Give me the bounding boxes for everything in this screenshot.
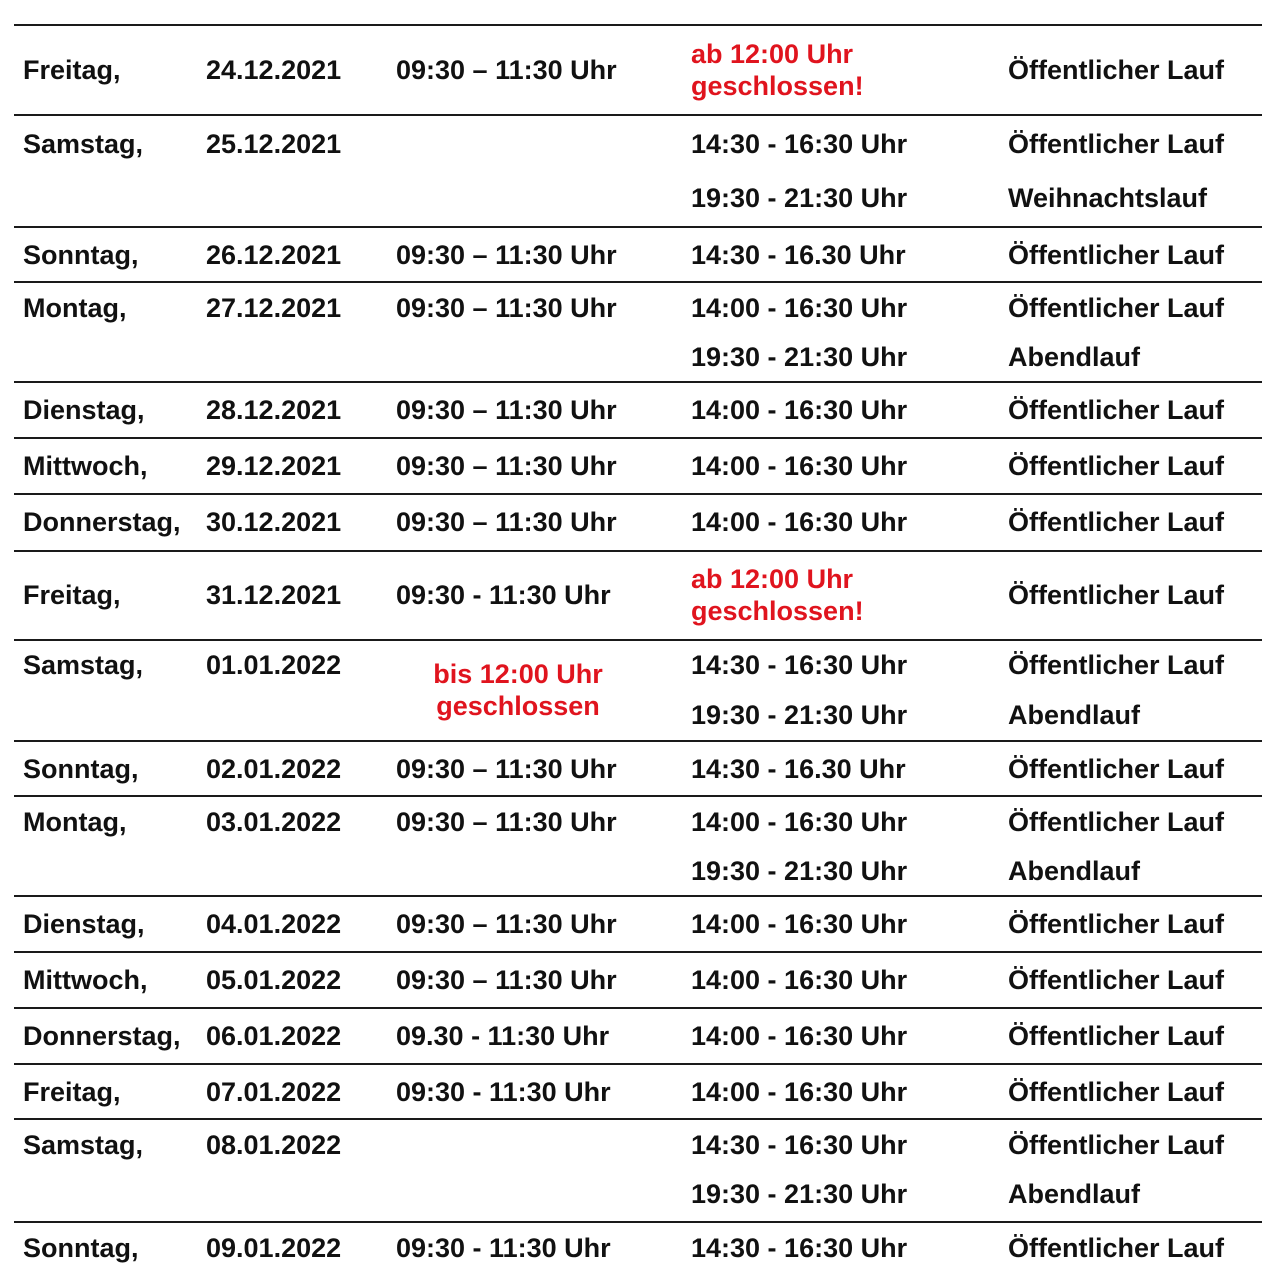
date-cell: 24.12.2021 (206, 55, 342, 85)
morning-time-cell: 09:30 - 11:30 Uhr (396, 580, 611, 610)
day-cell: Sonntag, (23, 240, 139, 270)
morning-time-cell: 09:30 – 11:30 Uhr (396, 451, 617, 481)
table-row (14, 381, 1262, 437)
day-cell: Dienstag, (23, 909, 145, 939)
evening-time-cell: 19:30 - 21:30 Uhr (691, 183, 908, 213)
morning-time-cell: 09:30 – 11:30 Uhr (396, 240, 617, 270)
day-cell: Samstag, (23, 129, 144, 159)
session-type-cell: Öffentlicher Lauf (1008, 507, 1225, 537)
afternoon-time-cell: 14:00 - 16:30 Uhr (691, 807, 908, 837)
afternoon-time-cell: 14:30 - 16:30 Uhr (691, 1130, 908, 1160)
day-cell: Freitag, (23, 580, 121, 610)
day-cell: Donnerstag, (23, 507, 181, 537)
date-cell: 28.12.2021 (206, 395, 342, 425)
table-row (14, 493, 1262, 550)
afternoon-time-cell: 14:00 - 16:30 Uhr (691, 293, 908, 323)
evening-time-cell: 19:30 - 21:30 Uhr (691, 1179, 908, 1209)
date-cell: 30.12.2021 (206, 507, 342, 537)
date-cell: 03.01.2022 (206, 807, 342, 837)
date-cell: 31.12.2021 (206, 580, 342, 610)
date-cell: 08.01.2022 (206, 1130, 342, 1160)
session-type-cell: Öffentlicher Lauf (1008, 293, 1225, 323)
closed-note-line-2: geschlossen! (691, 596, 864, 626)
morning-time-cell: 09.30 - 11:30 Uhr (396, 1021, 610, 1051)
date-cell: 25.12.2021 (206, 129, 342, 159)
table-row (14, 1221, 1262, 1271)
session-type-cell: Öffentlicher Lauf (1008, 580, 1225, 610)
afternoon-time-cell: 14:30 - 16:30 Uhr (691, 650, 908, 680)
morning-time-cell: 09:30 – 11:30 Uhr (396, 965, 617, 995)
table-row (14, 550, 1262, 639)
afternoon-time-cell: 14:00 - 16:30 Uhr (691, 909, 908, 939)
evening-time-cell: 19:30 - 21:30 Uhr (691, 856, 908, 886)
evening-time-cell: 19:30 - 21:30 Uhr (691, 700, 908, 730)
day-cell: Freitag, (23, 55, 121, 85)
morning-time-cell: 09:30 – 11:30 Uhr (396, 507, 617, 537)
closed-note-line-2: geschlossen (436, 691, 600, 721)
schedule-table (14, 24, 1262, 1271)
day-cell: Montag, (23, 293, 127, 323)
morning-time-cell: 09:30 - 11:30 Uhr (396, 1077, 611, 1107)
table-row (14, 895, 1262, 951)
table-row (14, 437, 1262, 493)
afternoon-time-cell: 14:00 - 16:30 Uhr (691, 451, 908, 481)
session-type-cell: Öffentlicher Lauf (1008, 1077, 1225, 1107)
date-cell: 07.01.2022 (206, 1077, 342, 1107)
date-cell: 04.01.2022 (206, 909, 342, 939)
date-cell: 09.01.2022 (206, 1233, 342, 1263)
afternoon-time-cell: 14:30 - 16.30 Uhr (691, 754, 906, 784)
session-type-cell: Öffentlicher Lauf (1008, 1233, 1225, 1263)
session-type-cell: Öffentlicher Lauf (1008, 1021, 1225, 1051)
evening-time-cell: 19:30 - 21:30 Uhr (691, 342, 908, 372)
table-row (14, 639, 1262, 740)
table-row (14, 1007, 1262, 1063)
morning-time-cell: 09:30 – 11:30 Uhr (396, 55, 617, 85)
morning-time-cell: 09:30 – 11:30 Uhr (396, 807, 617, 837)
closed-note-line-1: ab 12:00 Uhr (691, 39, 854, 69)
table-row (14, 24, 1262, 114)
morning-time-cell: 09:30 - 11:30 Uhr (396, 1233, 611, 1263)
afternoon-time-cell: 14:30 - 16:30 Uhr (691, 1233, 908, 1263)
day-cell: Samstag, (23, 1130, 144, 1160)
date-cell: 26.12.2021 (206, 240, 342, 270)
afternoon-time-cell: 14:30 - 16:30 Uhr (691, 129, 908, 159)
afternoon-time-cell: 14:00 - 16:30 Uhr (691, 507, 908, 537)
table-row (14, 1063, 1262, 1118)
session-type-cell: Öffentlicher Lauf (1008, 129, 1225, 159)
table-row (14, 226, 1262, 281)
session-type-cell: Abendlauf (1008, 342, 1140, 372)
session-type-cell: Öffentlicher Lauf (1008, 395, 1225, 425)
session-type-cell: Abendlauf (1008, 1179, 1140, 1209)
session-type-cell: Weihnachtslauf (1008, 183, 1208, 213)
session-type-cell: Öffentlicher Lauf (1008, 807, 1225, 837)
table-row (14, 951, 1262, 1007)
session-type-cell: Öffentlicher Lauf (1008, 650, 1225, 680)
afternoon-time-cell: 14:00 - 16:30 Uhr (691, 1021, 908, 1051)
day-cell: Donnerstag, (23, 1021, 181, 1051)
day-cell: Samstag, (23, 650, 144, 680)
closed-note-line-1: bis 12:00 Uhr (433, 659, 603, 689)
date-cell: 05.01.2022 (206, 965, 342, 995)
session-type-cell: Öffentlicher Lauf (1008, 451, 1225, 481)
session-type-cell: Öffentlicher Lauf (1008, 1130, 1225, 1160)
afternoon-time-cell: 14:00 - 16:30 Uhr (691, 395, 908, 425)
day-cell: Dienstag, (23, 395, 145, 425)
closed-note-line-1: ab 12:00 Uhr (691, 564, 854, 594)
day-cell: Freitag, (23, 1077, 121, 1107)
session-type-cell: Öffentlicher Lauf (1008, 240, 1225, 270)
morning-time-cell: 09:30 – 11:30 Uhr (396, 395, 617, 425)
table-row (14, 114, 1262, 226)
morning-time-cell: 09:30 – 11:30 Uhr (396, 293, 617, 323)
date-cell: 27.12.2021 (206, 293, 342, 323)
closed-note-line-2: geschlossen! (691, 71, 864, 101)
afternoon-time-cell: 14:30 - 16.30 Uhr (691, 240, 906, 270)
afternoon-time-cell: 14:00 - 16:30 Uhr (691, 965, 908, 995)
session-type-cell: Abendlauf (1008, 700, 1140, 730)
day-cell: Mittwoch, (23, 451, 148, 481)
date-cell: 06.01.2022 (206, 1021, 342, 1051)
day-cell: Montag, (23, 807, 127, 837)
table-row (14, 1118, 1262, 1221)
date-cell: 01.01.2022 (206, 650, 342, 680)
day-cell: Sonntag, (23, 1233, 139, 1263)
session-type-cell: Öffentlicher Lauf (1008, 55, 1225, 85)
session-type-cell: Öffentlicher Lauf (1008, 965, 1225, 995)
table-row (14, 281, 1262, 381)
day-cell: Mittwoch, (23, 965, 148, 995)
session-type-cell: Öffentlicher Lauf (1008, 909, 1225, 939)
day-cell: Sonntag, (23, 754, 139, 784)
morning-time-cell: 09:30 – 11:30 Uhr (396, 754, 617, 784)
session-type-cell: Öffentlicher Lauf (1008, 754, 1225, 784)
table-row (14, 740, 1262, 795)
afternoon-time-cell: 14:00 - 16:30 Uhr (691, 1077, 908, 1107)
table-row (14, 795, 1262, 895)
date-cell: 29.12.2021 (206, 451, 342, 481)
session-type-cell: Abendlauf (1008, 856, 1140, 886)
morning-time-cell: 09:30 – 11:30 Uhr (396, 909, 617, 939)
date-cell: 02.01.2022 (206, 754, 342, 784)
